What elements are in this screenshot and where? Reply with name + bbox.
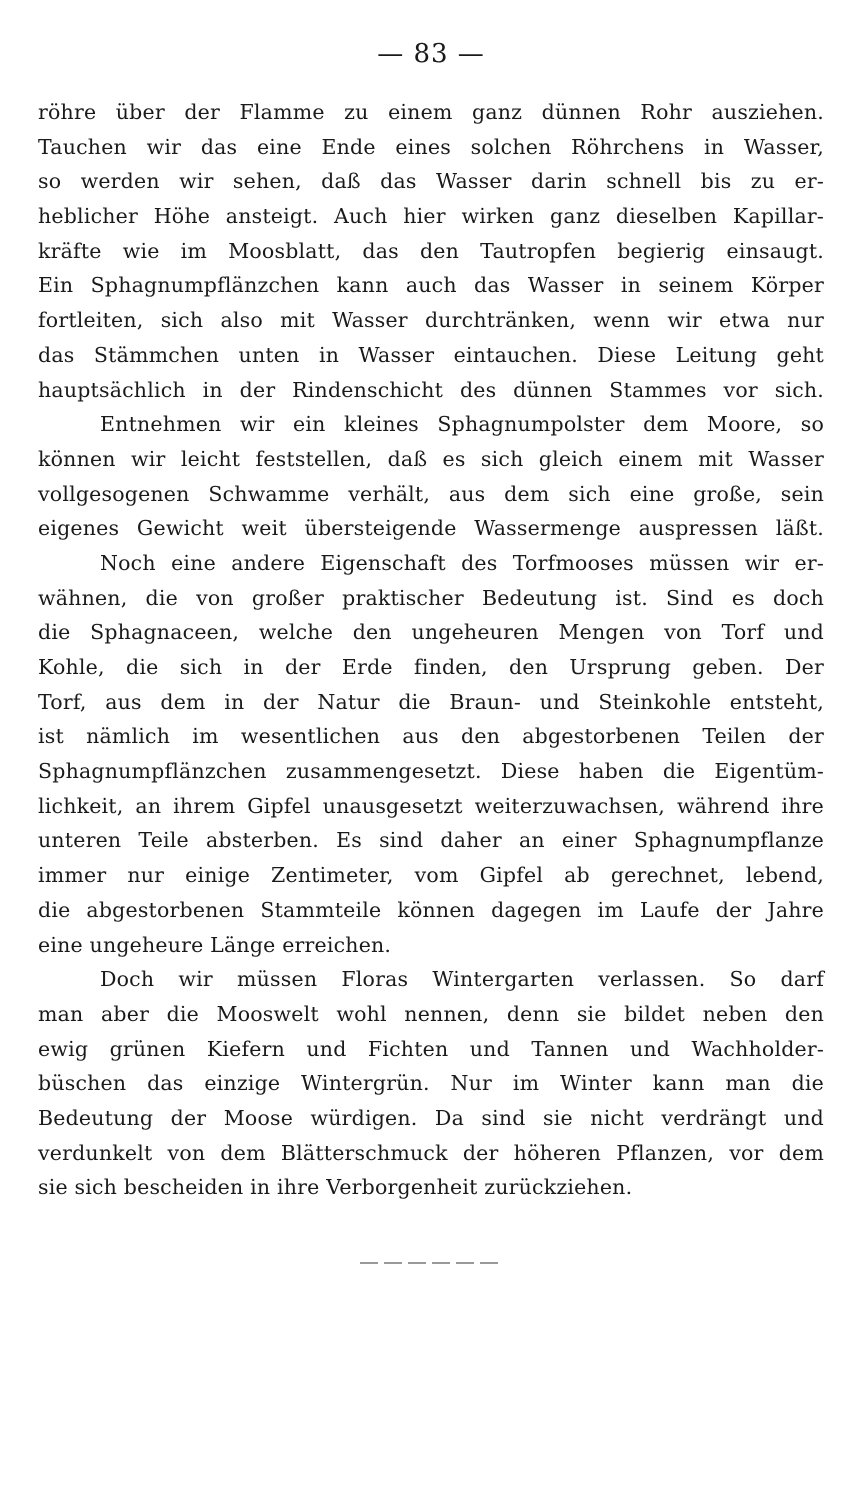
text-line: man aber die Mooswelt wohl nennen, denn sie bildet neben den [38, 1001, 824, 1026]
paragraph-end-line: eine ungeheure Länge erreichen. [38, 932, 392, 957]
text-line: fortleiten, sich also mit Wasser durchtränken, wenn wir etwa nur [38, 308, 824, 333]
text-line: Kohle, die sich in der Erde finden, den Ursprung geben. Der [38, 655, 824, 679]
text-line: hauptsächlich in der Rindenschicht des dünnen Stammes vor sich. [38, 377, 824, 402]
page-number: — 83 — [377, 39, 485, 69]
paragraph-start-line: Doch wir müssen Floras Wintergarten verlassen. So darf [100, 967, 824, 992]
text-line: ist nämlich im wesentlichen aus den abgestorbenen Teilen der [38, 724, 824, 749]
text-line: unteren Teile absterben. Es sind daher an einer Sphagnumpflanze [38, 828, 824, 853]
text-line: Ein Sphagnumpflänzchen kann auch das Wasser in seinem Körper [38, 273, 824, 298]
text-line: immer nur einige Zentimeter, vom Gipfel ab gerechnet, lebend, [38, 863, 824, 888]
paragraph-start-line: Noch eine andere Eigenschaft des Torfmooses müssen wir er- [100, 550, 824, 575]
text-line: können wir leicht feststellen, daß es sich gleich einem mit Wasser [38, 446, 824, 471]
text-line: Torf, aus dem in der Natur die Braun- und Steinkohle entsteht, [38, 689, 824, 714]
text-line: verdunkelt von dem Blätterschmuck der höheren Pflanzen, vor dem [38, 1140, 824, 1165]
paragraph-start-line: Entnehmen wir ein kleines Sphagnumpolster dem Moore, so [100, 412, 824, 437]
text-line: vollgesogenen Schwamme verhält, aus dem sich eine große, sein [38, 481, 824, 506]
text-line: wähnen, die von großer praktischer Bedeutung ist. Sind es doch [38, 585, 824, 610]
text-line: das Stämmchen unten in Wasser eintauchen. Diese Leitung geht [38, 342, 824, 367]
paragraph-end-line: sie sich bescheiden in ihre Verborgenheit zurückziehen. [38, 1175, 633, 1200]
text-line: so werden wir sehen, daß das Wasser darin schnell bis zu er- [38, 169, 824, 194]
text-line: die abgestorbenen Stammteile können dagegen im Laufe der Jahre [38, 897, 824, 922]
text-line: Bedeutung der Moose würdigen. Da sind sie nicht verdrängt und [38, 1105, 824, 1130]
text-line: ewig grünen Kiefern und Fichten und Tannen und Wachholder- [38, 1036, 824, 1061]
text-line: heblicher Höhe ansteigt. Auch hier wirken ganz dieselben Kapillar- [38, 204, 824, 229]
text-line: röhre über der Flamme zu einem ganz dünnen Rohr ausziehen. [38, 100, 824, 124]
section-end-rule [360, 1262, 500, 1264]
text-line: lichkeit, an ihrem Gipfel unausgesetzt weiterzuwachsen, während ihre [38, 793, 824, 818]
text-line: Tauchen wir das eine Ende eines solchen Röhrchens in Wasser, [38, 134, 824, 159]
body-text [38, 95, 824, 1205]
text-line: die Sphagnaceen, welche den ungeheuren Mengen von Torf und [38, 620, 824, 645]
text-line: büschen das einzige Wintergrün. Nur im Winter kann man die [38, 1071, 824, 1096]
book-page [38, 0, 824, 1507]
text-line: kräfte wie im Moosblatt, das den Tautropfen begierig einsaugt. [38, 238, 824, 263]
text-line: eigenes Gewicht weit übersteigende Wassermenge auspressen läßt. [38, 516, 824, 541]
text-line: Sphagnumpflänzchen zusammengesetzt. Diese haben die Eigentüm- [38, 759, 824, 784]
